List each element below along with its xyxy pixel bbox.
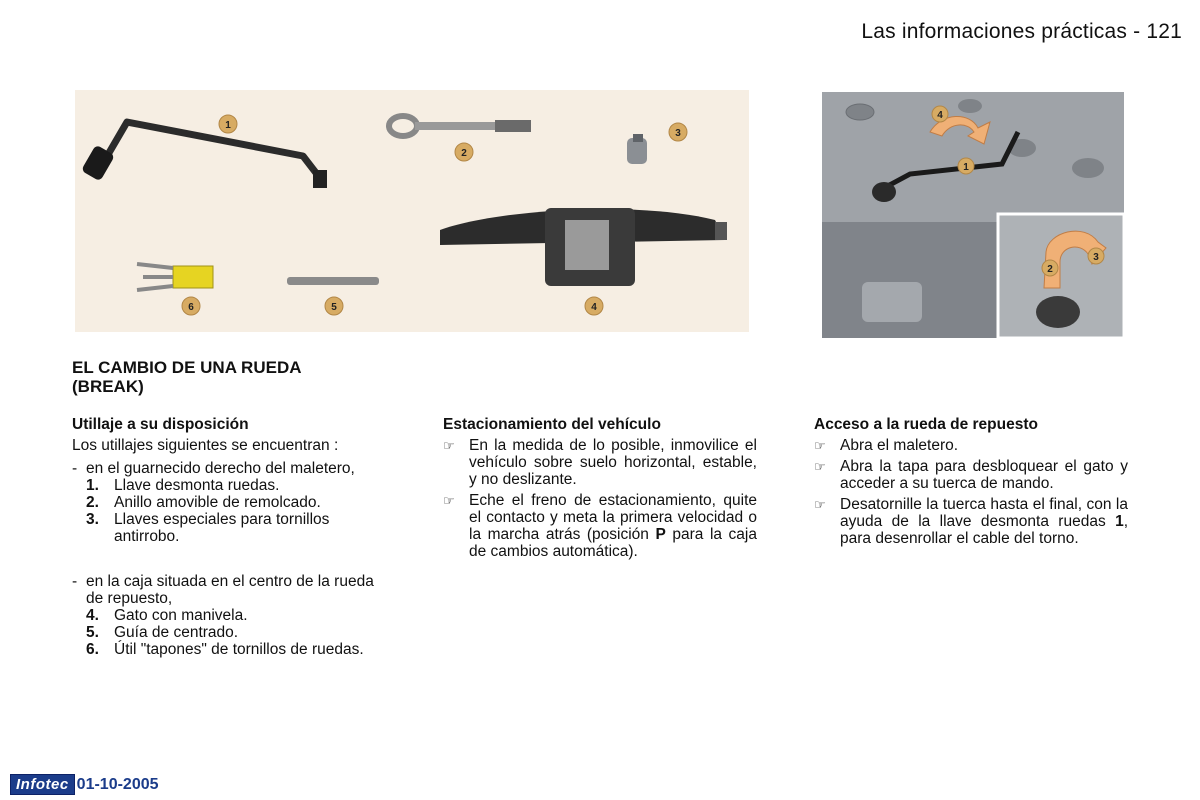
bullet-item	[443, 437, 757, 488]
callout-6: 6	[188, 302, 194, 313]
bullet-item	[814, 496, 1128, 547]
tools-drawing	[75, 90, 749, 332]
spare-wheel-column	[814, 416, 1128, 551]
item-number: 1.	[86, 477, 99, 494]
list-item	[86, 477, 386, 494]
tools-heading: Utillaje a su disposición	[72, 416, 249, 433]
dash-marker: -	[72, 573, 78, 590]
group-2-location	[72, 573, 386, 607]
jack-icon	[440, 208, 727, 286]
bullet-text	[840, 496, 1128, 547]
dash-marker: -	[72, 460, 78, 477]
footer	[10, 774, 159, 795]
list-item	[86, 494, 386, 511]
bullet-text-bold: P	[655, 526, 666, 543]
group-1-text: en el guarnecido derecho del maletero,	[86, 460, 355, 477]
trunk-callout-4: 4	[937, 110, 943, 121]
tools-illustration	[75, 90, 749, 332]
trunk-callout-1: 1	[963, 162, 969, 173]
trunk-callout-2: 2	[1047, 264, 1053, 275]
bullet-item	[814, 437, 1128, 454]
callout-5: 5	[331, 302, 337, 313]
item-text: Llave desmonta ruedas.	[114, 477, 280, 494]
trunk-callout-3: 3	[1093, 252, 1099, 263]
tools-column	[72, 416, 386, 658]
spare-wheel-heading: Acceso a la rueda de repuesto	[814, 416, 1038, 433]
wheel-brace-icon	[81, 122, 327, 188]
pointing-hand-icon: ☞	[443, 493, 455, 508]
item-number: 4.	[86, 607, 99, 624]
item-number: 6.	[86, 641, 99, 658]
callout-3: 3	[675, 128, 681, 139]
item-text: Útil "tapones" de tornillos de ruedas.	[114, 641, 364, 658]
bullet-text: Abra el maletero.	[840, 437, 959, 454]
bullet-text: Abra la tapa para desbloquear el gato y acceder a su tuerca de mando.	[840, 458, 1128, 492]
callout-2: 2	[461, 148, 467, 159]
list-item	[86, 624, 386, 641]
infotec-logo: Infotec	[10, 774, 75, 795]
bullet-text-part: Eche el freno de estacionamiento, quite el contacto y meta la primera velocidad o la marcha atrás (posición	[469, 492, 757, 543]
pointing-hand-icon: ☞	[814, 438, 826, 453]
trunk-drawing	[822, 92, 1124, 338]
callout-1: 1	[225, 120, 231, 131]
bullet-item	[814, 458, 1128, 492]
group-2-text: en la caja situada en el centro de la rueda de repuesto,	[86, 573, 374, 607]
tools-intro: Los utillajes siguientes se encuentran :	[72, 437, 339, 454]
cap-tool-icon	[137, 264, 213, 290]
item-number: 3.	[86, 511, 99, 528]
item-text: Anillo amovible de remolcado.	[114, 494, 321, 511]
trunk-illustration	[822, 92, 1124, 338]
bullet-item	[443, 492, 757, 560]
item-text: Llaves especiales para tornillos antirrobo.	[114, 511, 330, 545]
centering-guide-icon	[287, 277, 379, 285]
section-title-line-2: (BREAK)	[72, 377, 144, 396]
parking-column	[443, 416, 757, 564]
towing-eye-icon	[389, 116, 531, 136]
item-text: Guía de centrado.	[114, 624, 239, 641]
list-item	[86, 641, 386, 658]
group-1-location	[72, 460, 386, 477]
bullet-text-bold: 1	[1115, 513, 1124, 530]
callout-4: 4	[591, 302, 597, 313]
bullet-text-part: para la caja de cambios automática).	[469, 526, 757, 560]
bullet-text: En la medida de lo posible, inmovilice el vehículo sobre suelo horizontal, estable, y no deslizante.	[469, 437, 757, 488]
section-title-line-1: EL CAMBIO DE UNA RUEDA	[72, 358, 302, 377]
item-number: 5.	[86, 624, 99, 641]
list-item	[86, 607, 386, 624]
pointing-hand-icon: ☞	[443, 438, 455, 453]
list-item	[86, 511, 386, 545]
bullet-text-part: Desatornille la tuerca hasta el final, con la ayuda de la llave desmonta ruedas	[840, 496, 1128, 530]
anti-theft-key-icon	[627, 134, 647, 164]
parking-heading: Estacionamiento del vehículo	[443, 416, 661, 433]
bullet-text	[469, 492, 757, 560]
bullet-text-part: , para desenrollar el cable del torno.	[840, 513, 1128, 547]
item-text: Gato con manivela.	[114, 607, 248, 624]
pointing-hand-icon: ☞	[814, 497, 826, 512]
page-header: Las informaciones prácticas - 121	[861, 20, 1182, 43]
item-number: 2.	[86, 494, 99, 511]
footer-date: 01-10-2005	[76, 775, 159, 793]
section-title	[72, 358, 392, 396]
pointing-hand-icon: ☞	[814, 459, 826, 474]
